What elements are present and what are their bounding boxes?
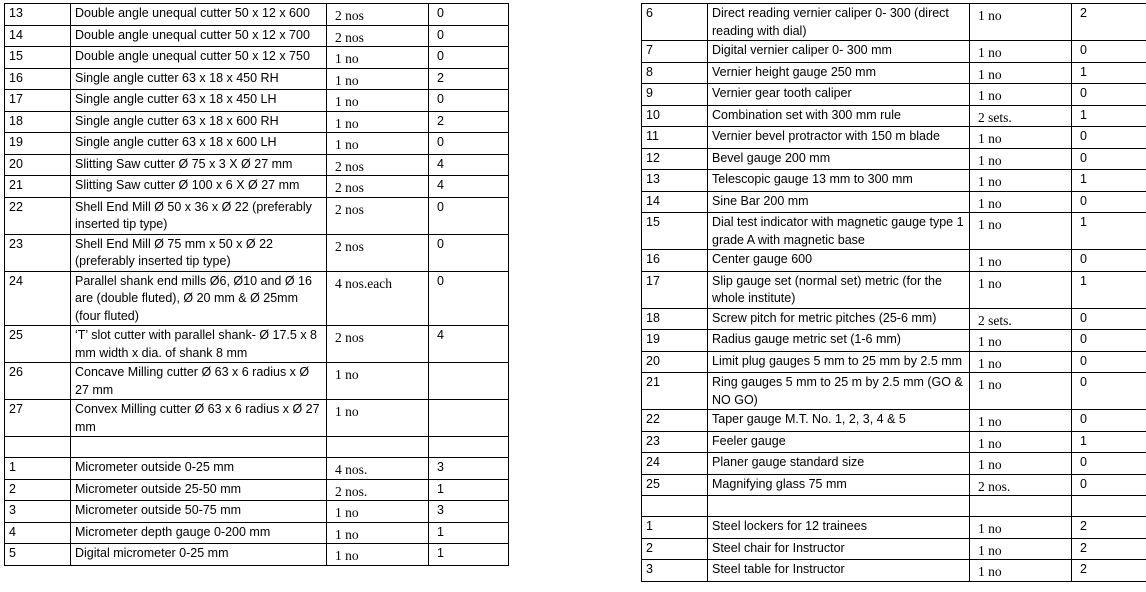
item-description-cell: Slitting Saw cutter Ø 100 x 6 X Ø 27 mm: [71, 176, 327, 198]
item-description-cell: [708, 496, 970, 517]
quantity-cell: 2 nos: [327, 197, 429, 234]
table-row: [642, 517, 1146, 539]
serial-number-cell: 3: [5, 501, 71, 523]
item-description-cell: Limit plug gauges 5 mm to 25 mm by 2.5 mm: [708, 351, 970, 373]
available-count-cell: 0: [429, 25, 509, 47]
available-count-cell: 0: [429, 90, 509, 112]
quantity-cell: 1 no: [327, 68, 429, 90]
quantity-cell: 1 no: [970, 170, 1072, 192]
serial-number-cell: 19: [642, 330, 708, 352]
serial-number-cell: 26: [5, 363, 71, 400]
quantity-cell: 2 nos: [327, 234, 429, 271]
table-row: [5, 176, 509, 198]
table-row: [642, 330, 1146, 352]
table-row: [642, 41, 1146, 63]
serial-number-cell: 20: [5, 154, 71, 176]
quantity-cell: 2 nos.: [327, 479, 429, 501]
item-description-cell: Micrometer outside 50-75 mm: [71, 501, 327, 523]
quantity-cell: 1 no: [970, 431, 1072, 453]
available-count-cell: 0: [1072, 453, 1146, 475]
serial-number-cell: 22: [5, 197, 71, 234]
quantity-cell: 1 no: [970, 517, 1072, 539]
available-count-cell: 1: [1072, 105, 1146, 127]
available-count-cell: [429, 363, 509, 400]
available-count-cell: 0: [1072, 474, 1146, 496]
item-description-cell: Taper gauge M.T. No. 1, 2, 3, 4 & 5: [708, 410, 970, 432]
item-description-cell: Ring gauges 5 mm to 25 m by 2.5 mm (GO & NO GO): [708, 373, 970, 410]
table-row: [5, 458, 509, 480]
serial-number-cell: 1: [642, 517, 708, 539]
serial-number-cell: 14: [642, 191, 708, 213]
quantity-cell: 1 no: [327, 400, 429, 437]
available-count-cell: 1: [429, 522, 509, 544]
item-description-cell: Radius gauge metric set (1-6 mm): [708, 330, 970, 352]
serial-number-cell: 6: [642, 4, 708, 41]
item-description-cell: Dial test indicator with magnetic gauge type 1 grade A with magnetic base: [708, 213, 970, 250]
quantity-cell: 2 nos: [327, 154, 429, 176]
available-count-cell: 0: [1072, 351, 1146, 373]
quantity-cell: 4 nos.each: [327, 271, 429, 326]
quantity-cell: 1 no: [970, 373, 1072, 410]
serial-number-cell: 25: [5, 326, 71, 363]
serial-number-cell: 9: [642, 84, 708, 106]
item-description-cell: Magnifying glass 75 mm: [708, 474, 970, 496]
item-description-cell: Screw pitch for metric pitches (25-6 mm): [708, 308, 970, 330]
available-count-cell: 2: [429, 68, 509, 90]
serial-number-cell: 10: [642, 105, 708, 127]
item-description-cell: Planer gauge standard size: [708, 453, 970, 475]
item-description-cell: Steel chair for Instructor: [708, 538, 970, 560]
quantity-cell: 1 no: [970, 127, 1072, 149]
quantity-cell: 1 no: [970, 330, 1072, 352]
table-row: [5, 25, 509, 47]
right-table-body: [642, 4, 1146, 582]
right-equipment-table: [641, 3, 1146, 582]
serial-number-cell: [5, 437, 71, 458]
item-description-cell: Steel table for Instructor: [708, 560, 970, 582]
item-description-cell: Digital vernier caliper 0- 300 mm: [708, 41, 970, 63]
serial-number-cell: 14: [5, 25, 71, 47]
item-description-cell: Shell End Mill Ø 75 mm x 50 x Ø 22 (preferably inserted tip type): [71, 234, 327, 271]
available-count-cell: [429, 400, 509, 437]
quantity-cell: 2 nos: [327, 326, 429, 363]
table-row: [5, 544, 509, 566]
quantity-cell: 1 no: [970, 148, 1072, 170]
available-count-cell: 2: [1072, 517, 1146, 539]
serial-number-cell: 22: [642, 410, 708, 432]
quantity-cell: 1 no: [970, 191, 1072, 213]
serial-number-cell: 20: [642, 351, 708, 373]
table-row: [5, 47, 509, 69]
table-row: [5, 111, 509, 133]
item-description-cell: Combination set with 300 mm rule: [708, 105, 970, 127]
serial-number-cell: [642, 496, 708, 517]
quantity-cell: 2 sets.: [970, 105, 1072, 127]
table-row: [5, 271, 509, 326]
item-description-cell: Parallel shank end mills Ø6, Ø10 and Ø 16 are (double fluted), Ø 20 mm & Ø 25mm (four fluted): [71, 271, 327, 326]
table-row: [642, 84, 1146, 106]
table-row: [642, 373, 1146, 410]
available-count-cell: 1: [1072, 271, 1146, 308]
table-row: [642, 105, 1146, 127]
serial-number-cell: 21: [642, 373, 708, 410]
table-row: [642, 250, 1146, 272]
quantity-cell: 1 no: [970, 271, 1072, 308]
table-row: [642, 213, 1146, 250]
item-description-cell: Sine Bar 200 mm: [708, 191, 970, 213]
item-description-cell: Single angle cutter 63 x 18 x 600 LH: [71, 133, 327, 155]
quantity-cell: [327, 437, 429, 458]
available-count-cell: 0: [1072, 148, 1146, 170]
table-row: [5, 90, 509, 112]
available-count-cell: 1: [429, 544, 509, 566]
quantity-cell: 1 no: [970, 351, 1072, 373]
serial-number-cell: 5: [5, 544, 71, 566]
serial-number-cell: 23: [642, 431, 708, 453]
serial-number-cell: 16: [5, 68, 71, 90]
item-description-cell: ‘T’ slot cutter with parallel shank- Ø 17.5 x 8 mm width x dia. of shank 8 mm: [71, 326, 327, 363]
quantity-cell: 1 no: [970, 4, 1072, 41]
serial-number-cell: 1: [5, 458, 71, 480]
serial-number-cell: 4: [5, 522, 71, 544]
quantity-cell: 1 no: [970, 560, 1072, 582]
available-count-cell: 0: [429, 4, 509, 26]
item-description-cell: Feeler gauge: [708, 431, 970, 453]
table-row: [642, 560, 1146, 582]
table-row: [642, 191, 1146, 213]
serial-number-cell: 24: [5, 271, 71, 326]
table-row: [5, 326, 509, 363]
quantity-cell: 1 no: [970, 84, 1072, 106]
left-table-body: [5, 4, 509, 566]
available-count-cell: 4: [429, 154, 509, 176]
item-description-cell: Vernier bevel protractor with 150 m blade: [708, 127, 970, 149]
quantity-cell: 2 nos.: [970, 474, 1072, 496]
quantity-cell: 1 no: [327, 363, 429, 400]
quantity-cell: 1 no: [327, 133, 429, 155]
item-description-cell: Vernier gear tooth caliper: [708, 84, 970, 106]
item-description-cell: Center gauge 600: [708, 250, 970, 272]
serial-number-cell: 17: [642, 271, 708, 308]
quantity-cell: 1 no: [970, 410, 1072, 432]
serial-number-cell: 15: [642, 213, 708, 250]
item-description-cell: Single angle cutter 63 x 18 x 600 RH: [71, 111, 327, 133]
quantity-cell: 1 no: [970, 41, 1072, 63]
serial-number-cell: 25: [642, 474, 708, 496]
table-row: [5, 363, 509, 400]
serial-number-cell: 27: [5, 400, 71, 437]
serial-number-cell: 24: [642, 453, 708, 475]
quantity-cell: 2 nos: [327, 25, 429, 47]
item-description-cell: Micrometer depth gauge 0-200 mm: [71, 522, 327, 544]
left-equipment-table: [4, 3, 509, 566]
item-description-cell: Micrometer outside 25-50 mm: [71, 479, 327, 501]
serial-number-cell: 16: [642, 250, 708, 272]
quantity-cell: 1 no: [970, 250, 1072, 272]
table-row: [5, 133, 509, 155]
table-row: [5, 234, 509, 271]
serial-number-cell: 8: [642, 62, 708, 84]
quantity-cell: 1 no: [327, 90, 429, 112]
item-description-cell: Double angle unequal cutter 50 x 12 x 700: [71, 25, 327, 47]
serial-number-cell: 3: [642, 560, 708, 582]
item-description-cell: Concave Milling cutter Ø 63 x 6 radius x Ø 27 mm: [71, 363, 327, 400]
serial-number-cell: 12: [642, 148, 708, 170]
serial-number-cell: 21: [5, 176, 71, 198]
serial-number-cell: 17: [5, 90, 71, 112]
table-row: [642, 351, 1146, 373]
available-count-cell: 4: [429, 326, 509, 363]
available-count-cell: 0: [1072, 330, 1146, 352]
quantity-cell: 1 no: [970, 62, 1072, 84]
serial-number-cell: 19: [5, 133, 71, 155]
serial-number-cell: 18: [642, 308, 708, 330]
table-row: [5, 479, 509, 501]
table-row: [642, 431, 1146, 453]
table-row: [642, 410, 1146, 432]
item-description-cell: [71, 437, 327, 458]
serial-number-cell: 13: [5, 4, 71, 26]
available-count-cell: 3: [429, 501, 509, 523]
item-description-cell: Double angle unequal cutter 50 x 12 x 750: [71, 47, 327, 69]
table-row: [5, 400, 509, 437]
quantity-cell: 1 no: [970, 453, 1072, 475]
available-count-cell: 4: [429, 176, 509, 198]
available-count-cell: 0: [429, 47, 509, 69]
available-count-cell: 0: [429, 197, 509, 234]
table-row: [642, 308, 1146, 330]
table-row: [642, 496, 1146, 517]
available-count-cell: 1: [1072, 213, 1146, 250]
available-count-cell: 2: [1072, 560, 1146, 582]
serial-number-cell: 2: [5, 479, 71, 501]
available-count-cell: 0: [1072, 373, 1146, 410]
item-description-cell: Convex Milling cutter Ø 63 x 6 radius x Ø 27 mm: [71, 400, 327, 437]
available-count-cell: 0: [429, 234, 509, 271]
item-description-cell: Telescopic gauge 13 mm to 300 mm: [708, 170, 970, 192]
item-description-cell: Direct reading vernier caliper 0- 300 (direct reading with dial): [708, 4, 970, 41]
available-count-cell: 0: [1072, 191, 1146, 213]
table-row: [642, 271, 1146, 308]
quantity-cell: 1 no: [970, 538, 1072, 560]
item-description-cell: Single angle cutter 63 x 18 x 450 RH: [71, 68, 327, 90]
available-count-cell: 2: [1072, 538, 1146, 560]
serial-number-cell: 15: [5, 47, 71, 69]
available-count-cell: 0: [1072, 84, 1146, 106]
available-count-cell: 1: [1072, 431, 1146, 453]
table-row: [642, 453, 1146, 475]
available-count-cell: 0: [1072, 308, 1146, 330]
quantity-cell: 2 nos: [327, 4, 429, 26]
available-count-cell: 2: [429, 111, 509, 133]
quantity-cell: [970, 496, 1072, 517]
table-row: [642, 127, 1146, 149]
item-description-cell: Bevel gauge 200 mm: [708, 148, 970, 170]
table-row: [642, 62, 1146, 84]
available-count-cell: 2: [1072, 4, 1146, 41]
serial-number-cell: 11: [642, 127, 708, 149]
quantity-cell: 1 no: [327, 544, 429, 566]
table-row: [5, 4, 509, 26]
available-count-cell: [429, 437, 509, 458]
available-count-cell: 0: [1072, 410, 1146, 432]
available-count-cell: 0: [1072, 41, 1146, 63]
serial-number-cell: 18: [5, 111, 71, 133]
available-count-cell: 1: [1072, 62, 1146, 84]
quantity-cell: 2 sets.: [970, 308, 1072, 330]
serial-number-cell: 13: [642, 170, 708, 192]
item-description-cell: Shell End Mill Ø 50 x 36 x Ø 22 (preferably inserted tip type): [71, 197, 327, 234]
available-count-cell: 3: [429, 458, 509, 480]
item-description-cell: Digital micrometer 0-25 mm: [71, 544, 327, 566]
table-row: [642, 148, 1146, 170]
item-description-cell: Micrometer outside 0-25 mm: [71, 458, 327, 480]
table-row: [5, 68, 509, 90]
table-row: [5, 522, 509, 544]
available-count-cell: 1: [1072, 170, 1146, 192]
table-row: [642, 474, 1146, 496]
quantity-cell: 4 nos.: [327, 458, 429, 480]
item-description-cell: Slip gauge set (normal set) metric (for the whole institute): [708, 271, 970, 308]
serial-number-cell: 7: [642, 41, 708, 63]
item-description-cell: Single angle cutter 63 x 18 x 450 LH: [71, 90, 327, 112]
item-description-cell: Steel lockers for 12 trainees: [708, 517, 970, 539]
available-count-cell: [1072, 496, 1146, 517]
quantity-cell: 1 no: [327, 47, 429, 69]
table-row: [642, 538, 1146, 560]
quantity-cell: 1 no: [327, 501, 429, 523]
item-description-cell: Vernier height gauge 250 mm: [708, 62, 970, 84]
table-row: [5, 501, 509, 523]
available-count-cell: 0: [429, 271, 509, 326]
table-row: [642, 170, 1146, 192]
item-description-cell: Double angle unequal cutter 50 x 12 x 600: [71, 4, 327, 26]
available-count-cell: 1: [429, 479, 509, 501]
table-row: [642, 4, 1146, 41]
serial-number-cell: 2: [642, 538, 708, 560]
available-count-cell: 0: [1072, 250, 1146, 272]
quantity-cell: 1 no: [970, 213, 1072, 250]
item-description-cell: Slitting Saw cutter Ø 75 x 3 X Ø 27 mm: [71, 154, 327, 176]
table-row: [5, 437, 509, 458]
table-row: [5, 154, 509, 176]
quantity-cell: 2 nos: [327, 176, 429, 198]
available-count-cell: 0: [429, 133, 509, 155]
available-count-cell: 0: [1072, 127, 1146, 149]
serial-number-cell: 23: [5, 234, 71, 271]
table-row: [5, 197, 509, 234]
quantity-cell: 1 no: [327, 111, 429, 133]
quantity-cell: 1 no: [327, 522, 429, 544]
